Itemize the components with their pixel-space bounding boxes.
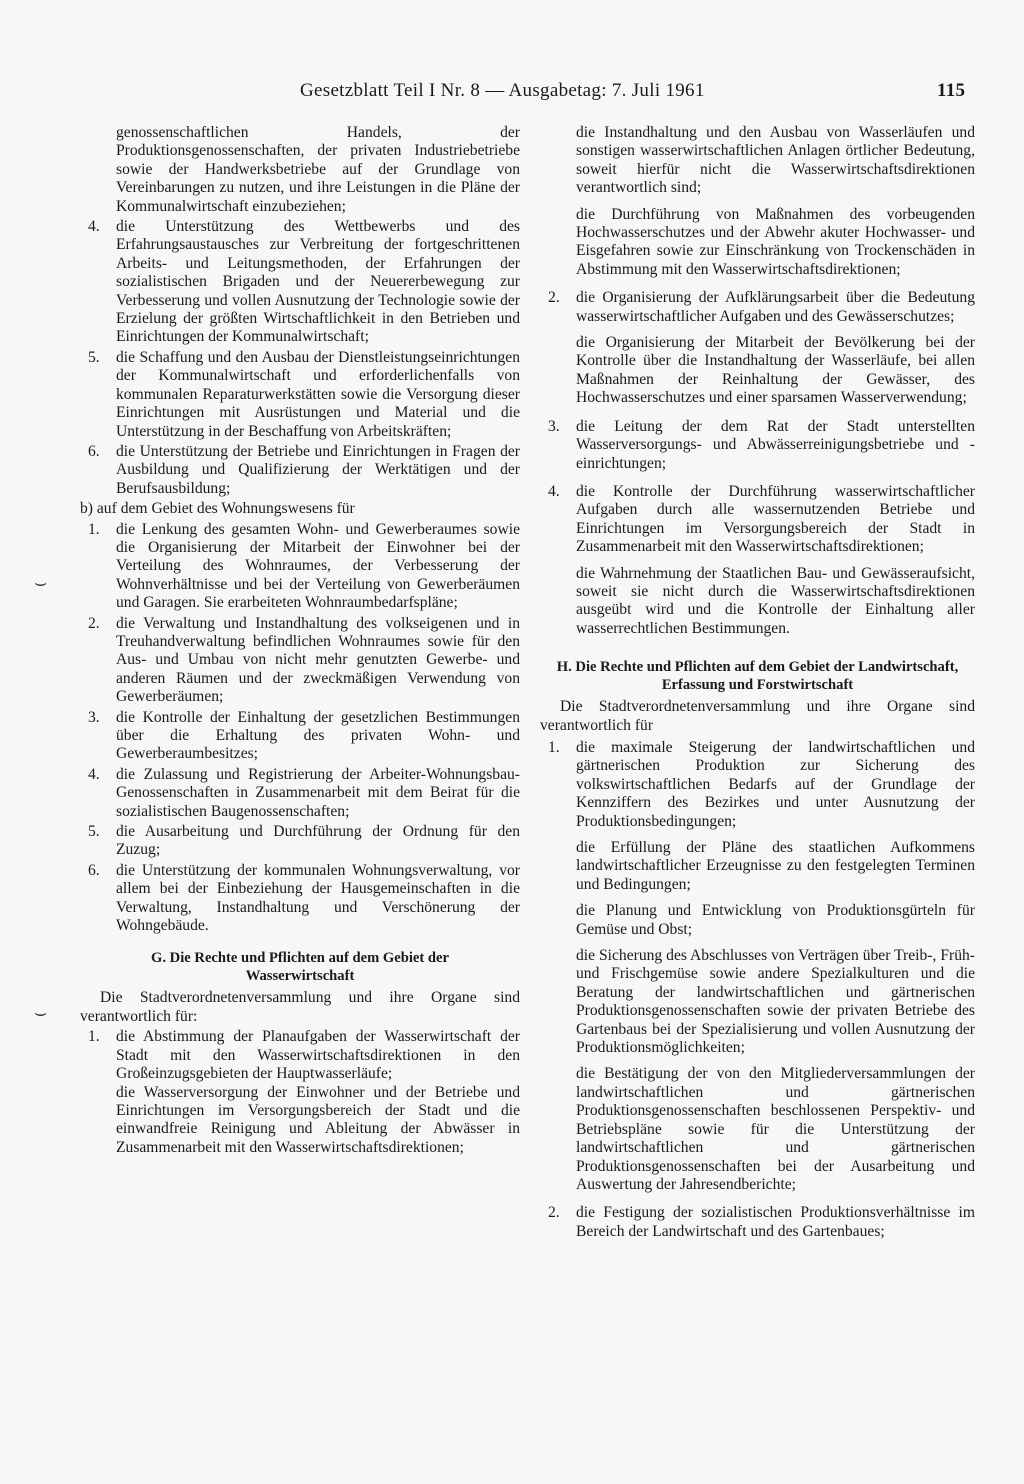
list-item — [80, 615, 520, 707]
item-text: die Festigung der sozialistischen Produktionsverhältnisse im Bereich der Landwirtschaft und des Gartenbaues; — [576, 1204, 975, 1240]
item-number: 5. — [88, 348, 100, 366]
item-number: 1. — [88, 520, 100, 538]
list-item — [540, 289, 975, 326]
section-h-heading: H. Die Rechte und Pflichten auf dem Gebiet der Landwirtschaft, Erfassung und Forstwirtschaft — [556, 659, 959, 694]
list-item — [80, 862, 520, 936]
item-text: die Zulassung und Registrierung der Arbeiter-Wohnungsbau-Genossenschaften in Zusammenarbeit mit dem Beirat für die sozialistischen Baugenossenschaften; — [116, 765, 520, 820]
item-text: die Kontrolle der Durchführung wasserwirtschaftlicher Aufgaben durch alle wassernutzenden Betriebe und Einrichtungen im Versorgungsbereich der Stadt in Zusammenarbeit mit den Wasserwirtschaftsdirektionen; — [576, 482, 975, 556]
item-continuation: die Erfüllung der Pläne des staatlichen Aufkommens landwirtschaftlicher Erzeugnisse zu den festgelegten Terminen und Bedingungen; — [576, 839, 975, 893]
section-g-heading — [80, 949, 520, 985]
list-item — [540, 418, 975, 473]
right-column — [540, 124, 975, 1243]
item-number: 2. — [88, 614, 100, 632]
margin-tick-mark: ⌣ — [34, 1002, 48, 1024]
item-number: 1. — [88, 1028, 100, 1046]
section-g-heading-line2: Wasserwirtschaft — [245, 968, 355, 985]
list-item — [80, 349, 520, 441]
list-item — [540, 739, 975, 831]
list-item — [540, 1204, 975, 1241]
item-3-continuation: genossenschaftlichen Handels, der Produktionsgenossenschaften, der privaten Industriebetriebe sowie der Handwerksbetriebe auf der Grundlage von Vereinbarungen zu nutzen, und ihre Leistungen in die Pläne der Kommunalwirtschaft einzubeziehen; — [116, 124, 520, 215]
list-item — [80, 709, 520, 764]
section-g-intro: Die Stadtverordnetenversammlung und ihre Organe sind verantwortlich für: — [80, 989, 520, 1025]
item-text: die Unterstützung der kommunalen Wohnungsverwaltung, vor allem bei der Einbeziehung der Hausgemeinschaften in die Verwaltung, Instandhaltung und Verschönerung der Wohngebäude. — [116, 861, 520, 935]
section-g-heading-line1: G. Die Rechte und Pflichten auf dem Gebiet der — [151, 950, 449, 967]
list-item — [80, 823, 520, 860]
item-text: die Ausarbeitung und Durchführung der Ordnung für den Zuzug; — [116, 823, 520, 859]
list-item — [540, 483, 975, 557]
item-number: 1. — [548, 738, 560, 756]
item-continuation: die Organisierung der Mitarbeit der Bevölkerung bei der Kontrolle über die Instandhaltung der Wasserläufe, bei allen Maßnahmen der Reinhaltung der Gewässer, des Hochwasserschutzes und einer sparsamen Wasserverwendung; — [576, 334, 975, 407]
list-item — [80, 443, 520, 498]
item-continuation: die Wasserversorgung der Einwohner und der Betriebe und Einrichtungen im Versorgungsbereich der Stadt und die einwandfreie Reinigung und Ableitung der Abwässer in Zusammenarbeit mit den Wasserwirtschaftsdirektionen; — [116, 1083, 520, 1156]
subsection-b-title: b) auf dem Gebiet des Wohnungswesens für — [80, 500, 355, 518]
list-item — [80, 521, 520, 613]
item-text: die Unterstützung des Wettbewerbs und des Erfahrungsaustausches zur Verbreitung der fortgeschrittenen Arbeits- und Leitungsmethoden, der Erfahrungen der sozialistischen Brigaden und der Neuererbewegung zur Verbesserung und vollen Ausnutzung der Technologie sowie der Erzielung der größten Wirtschaftlichkeit in den Betrieben und Einrichtungen der Kommunalwirtschaft; — [116, 218, 520, 346]
item-number: 3. — [88, 708, 100, 726]
margin-tick-mark: ⌣ — [34, 572, 48, 594]
item-number: 3. — [548, 417, 560, 435]
item-number: 5. — [88, 823, 100, 841]
item-number: 6. — [88, 442, 100, 460]
page-number: 115 — [937, 80, 966, 101]
item-continuation: die Wahrnehmung der Staatlichen Bau- und Gewässeraufsicht, soweit sie nicht durch die Wasserwirtschaftsdirektionen ausgeübt wird und die Kontrolle der Einhaltung aller wasserrechtlichen Bestimmungen. — [576, 564, 975, 637]
item-continuation: die Planung und Entwicklung von Produktionsgürteln für Gemüse und Obst; — [576, 902, 975, 938]
item-text: die Schaffung und den Ausbau der Dienstleistungseinrichtungen der Kommunalwirtschaft und erforderlichenfalls von kommunalen Reparaturwerkstätten sowie die Versorgung dieser Einrichtungen mit Ausrüstungen und Material und die Unterstützung in der Beschaffung von Arbeitskräften; — [116, 348, 520, 440]
item-text: die Leitung der dem Rat der Stadt unterstellten Wasserversorgungs- und Abwässerreinigungsbetriebe und -einrichtungen; — [576, 417, 975, 472]
item-text: die Organisierung der Aufklärungsarbeit über die Bedeutung wasserwirtschaftlicher Aufgaben und des Gewässerschutzes; — [576, 289, 975, 325]
item-number: 6. — [88, 861, 100, 879]
item-number: 2. — [548, 1204, 560, 1222]
left-column — [80, 124, 520, 1159]
item-text: die Verwaltung und Instandhaltung des volkseigenen und in Treuhandverwaltung befindlichen Wohnraumes sowie für den Aus- und Umbau von nicht mehr genutzten Gewerbe- und anderen Räumen und der zweckmäßigen Verwendung von Gewerberäumen; — [116, 614, 520, 706]
list-item — [80, 218, 520, 347]
item-number: 4. — [88, 765, 100, 783]
item-text: die Lenkung des gesamten Wohn- und Gewerberaumes sowie die Organisierung der Mitarbeit der Einwohner bei der Verteilung des Wohnraumes, der Verbesserung der Wohnverhältnisse und bei der Verteilung von Gewerberäumen und Garagen. Sie erarbeiteten Wohnraumbedarfspläne; — [116, 520, 520, 612]
item-text: die Kontrolle der Einhaltung der gesetzlichen Bestimmungen über die Erhaltung des privaten Wohn- und Gewerberaumbesitzes; — [116, 708, 520, 763]
item-text: die maximale Steigerung der landwirtschaftlichen und gärtnerischen Produktion zur Sicherung des volkswirtschaftlichen Bedarfs auf der Grundlage der Kennziffern des Bezirkes und unter Ausnutzung der Produktionsbedingungen; — [576, 738, 975, 830]
gazette-title: Gesetzblatt Teil I Nr. 8 — Ausgabetag: 7. Juli 1961 — [300, 80, 705, 101]
item-continuation: die Instandhaltung und den Ausbau von Wasserläufen und sonstigen wasserwirtschaftlichen Anlagen örtlicher Bedeutung, soweit hierfür nicht die Wasserwirtschaftsdirektionen verantwortlich sind; — [576, 124, 975, 197]
item-continuation: die Durchführung von Maßnahmen des vorbeugenden Hochwasserschutzes und der Abwehr akuter Hochwasser- und Eisgefahren sowie zur Einschränkung von Trockenschäden in Abstimmung mit den Wasserwirtschaftsdirektionen; — [576, 205, 975, 278]
item-continuation: die Bestätigung der von den Mitgliederversammlungen der landwirtschaftlichen und gärtnerischen Produktionsgenossenschaften beschlossenen Perspektiv- und Betriebspläne sowie für die Unterstützung der landwirtschaftlichen und gärtnerischen Produktionsgenossenschaften bei der Ausarbeitung und Auswertung der Jahresendberichte; — [576, 1065, 975, 1193]
item-number: 4. — [548, 482, 560, 500]
item-text: die Abstimmung der Planaufgaben der Wasserwirtschaft der Stadt mit den Wasserwirtschaftsdirektionen in den Großeinzugsgebieten der Hauptwasserläufe; — [116, 1028, 520, 1083]
list-item — [80, 1028, 520, 1157]
item-text: die Unterstützung der Betriebe und Einrichtungen in Fragen der Ausbildung und Qualifizierung der Werktätigen und der Berufsausbildung; — [116, 442, 520, 497]
list-item — [80, 766, 520, 821]
item-number: 4. — [88, 218, 100, 236]
item-number: 2. — [548, 289, 560, 307]
item-continuation: die Sicherung des Abschlusses von Verträgen über Treib-, Früh- und Frischgemüse sowie andere Spezialkulturen und die Beratung der landwirtschaftlichen und gärtnerischen Produktionsgenossenschaften sowie der privaten Betriebe des Gartenbaus bei der Spezialisierung und vollen Ausnutzung der Produktionsmöglichkeiten; — [576, 947, 975, 1057]
section-h-intro: Die Stadtverordnetenversammlung und ihre Organe sind verantwortlich für — [540, 698, 975, 734]
